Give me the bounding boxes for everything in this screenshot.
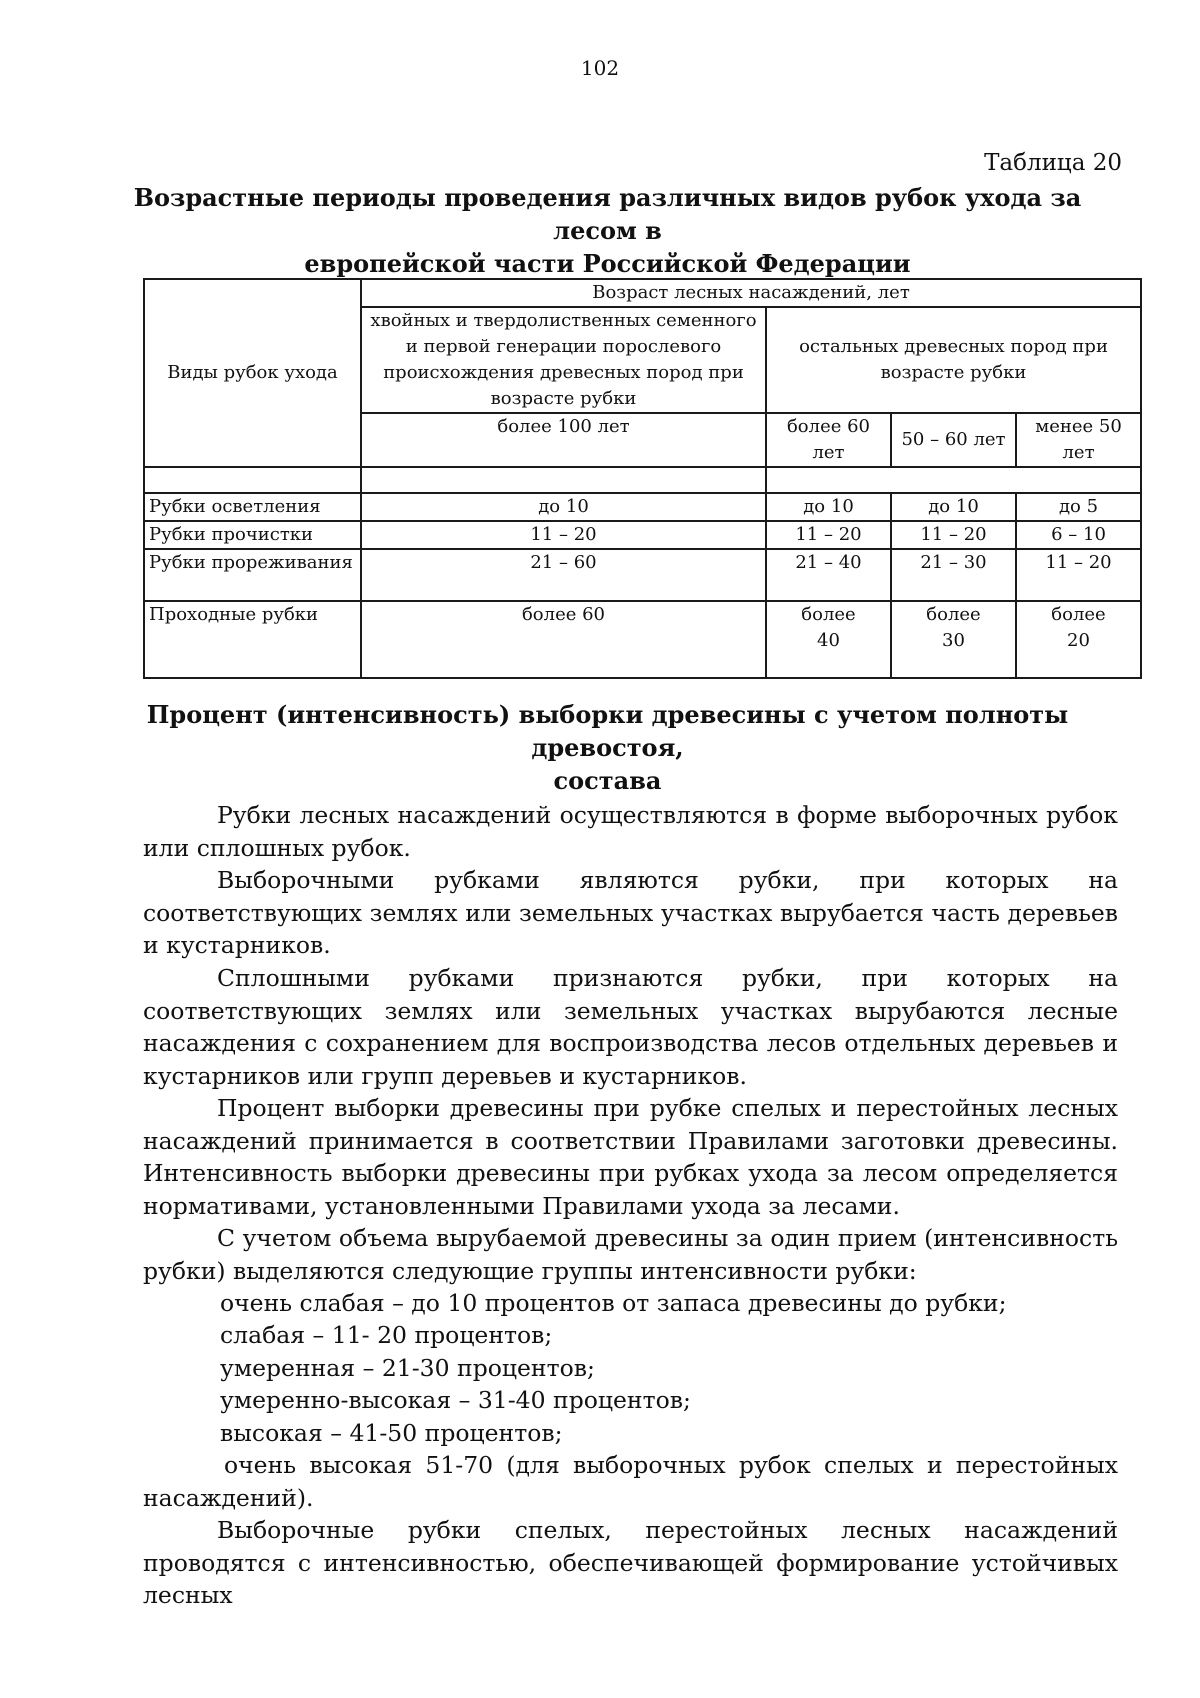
paragraph-3: Сплошными рубками признаются рубки, при которых на соответствующих землях или земельных участках вырубаются лесные насаждения с сохранением для воспроизводства лесов отдельных деревьев и кустарников или групп деревьев и кустарников.: [143, 964, 1118, 1090]
cell-value: 21 – 40: [766, 549, 891, 601]
paragraph-4: Процент выборки древесины при рубке спелых и перестойных лесных насаждений принимается в соответствии Правилами заготовки древесины. Интенсивность выборки древесины при рубках ухода за лесом определяется нормативами, установленными Правилами ухода за лесами.: [143, 1094, 1118, 1220]
cell-value: до 5: [1016, 493, 1141, 521]
cell-value: 11 – 20: [361, 521, 766, 549]
table-row: [144, 521, 1141, 549]
cell-value: более 20: [1016, 601, 1141, 678]
subheader-under-50: менее 50 лет: [1016, 413, 1141, 467]
paragraph-1: Рубки лесных насаждений осуществляются в форме выборочных рубок или сплошных рубок.: [143, 801, 1118, 862]
cell-value: 6 – 10: [1016, 521, 1141, 549]
cell-value: до 10: [361, 493, 766, 521]
list-item: умеренно-высокая – 31-40 процентов;: [220, 1386, 691, 1414]
section-title: [120, 698, 1095, 797]
subheader-50-60: 50 – 60 лет: [891, 413, 1016, 467]
cell-value: более 60: [361, 601, 766, 678]
paragraph-5: С учетом объема вырубаемой древесины за один прием (интенсивность рубки) выделяются следующие группы интенсивности рубки:: [143, 1224, 1118, 1285]
header-age: Возраст лесных насаждений, лет: [361, 279, 1141, 307]
table-row: [144, 601, 1141, 678]
row-name: Рубки прореживания: [144, 549, 361, 601]
list-item: слабая – 11- 20 процентов;: [220, 1321, 553, 1349]
header-group-conifer: хвойных и твердолиственных семенного и первой генерации порослевого происхождения древесных пород при возрасте рубки: [361, 307, 766, 413]
cell-value: 11 – 20: [766, 521, 891, 549]
table-row: [144, 493, 1141, 521]
row-name: Проходные рубки: [144, 601, 361, 678]
list-item: умеренная – 21-30 процентов;: [220, 1354, 595, 1382]
table-title-line-2: европейской части Российской Федерации: [304, 249, 911, 278]
table-label: Таблица 20: [984, 150, 1122, 176]
paragraph-2: Выборочными рубками являются рубки, при которых на соответствующих землях или земельных участках вырубается часть деревьев и кустарников.: [143, 866, 1118, 959]
cell-value: до 10: [891, 493, 1016, 521]
table-row: [144, 549, 1141, 601]
empty-cell: [361, 467, 766, 493]
paragraph-6: очень высокая 51-70 (для выборочных рубок спелых и перестойных насаждений).: [143, 1451, 1118, 1512]
cell-value: 11 – 20: [1016, 549, 1141, 601]
cell-value: 21 – 30: [891, 549, 1016, 601]
paragraph-7: Выборочные рубки спелых, перестойных лесных насаждений проводятся с интенсивностью, обеспечивающей формирование устойчивых лесных: [143, 1516, 1118, 1609]
subheader-over-60: более 60 лет: [766, 413, 891, 467]
page-number: 102: [580, 56, 620, 80]
cell-value: 21 – 60: [361, 549, 766, 601]
cell-value: более 40: [766, 601, 891, 678]
table-title-line-1: Возрастные периоды проведения различных видов рубок ухода за лесом в: [133, 183, 1082, 245]
subheader-over-100: более 100 лет: [361, 413, 766, 467]
list-item: очень слабая – до 10 процентов от запаса древесины до рубки;: [220, 1289, 1007, 1317]
header-kind: Виды рубок ухода: [144, 279, 361, 467]
empty-cell: [766, 467, 1141, 493]
header-group-other: остальных древесных пород при возрасте рубки: [766, 307, 1141, 413]
row-name: Рубки осветления: [144, 493, 361, 521]
cell-value: до 10: [766, 493, 891, 521]
section-title-line-1: Процент (интенсивность) выборки древесины с учетом полноты древостоя,: [146, 700, 1069, 762]
cell-value: более 30: [891, 601, 1016, 678]
empty-cell: [144, 467, 361, 493]
list-item: высокая – 41-50 процентов;: [220, 1419, 563, 1447]
cell-value: 11 – 20: [891, 521, 1016, 549]
logging-periods-table: [143, 278, 1142, 679]
table-title: [120, 181, 1095, 280]
section-title-line-2: состава: [553, 766, 662, 795]
row-name: Рубки прочистки: [144, 521, 361, 549]
